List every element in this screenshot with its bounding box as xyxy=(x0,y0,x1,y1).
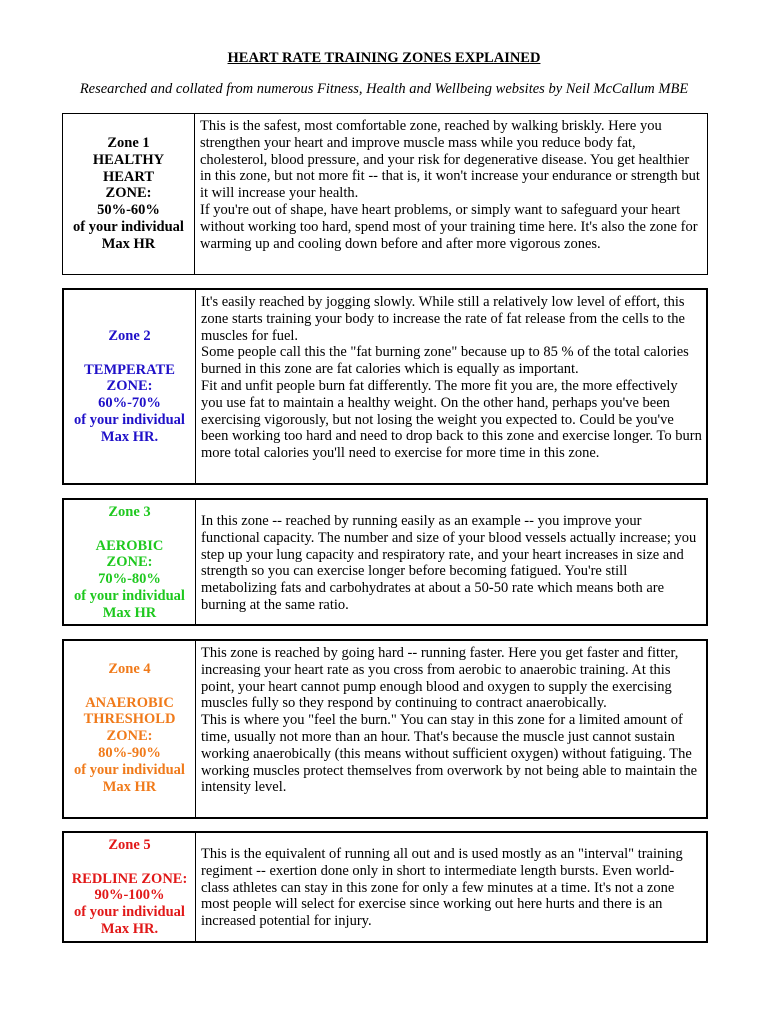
zone-2-label-line: TEMPERATE xyxy=(84,361,175,378)
zone-5-label-line: 90%-100% xyxy=(94,887,165,904)
zone-3-paragraph: In this zone -- reached by running easily as an example -- you improve your functional capacity. The number and size of your blood vessels actually increase; you step up your lung capacity and respiratory rate, and your heart increases in size and strength so you can exercise longer before becoming fatigued. You're still metabolizing fats and carbohydrates at about a 50-50 rate which means both are burning at the same ratio. xyxy=(201,513,697,613)
zone-5-label-spacer xyxy=(64,854,195,871)
zone-5-label-line: of your individual xyxy=(74,904,185,921)
zone-3-box xyxy=(62,498,708,626)
zone-1-label-line: ZONE: xyxy=(105,185,152,202)
zone-2-label-line: ZONE: xyxy=(106,378,153,395)
zone-5-box xyxy=(62,831,708,943)
zone-1-box xyxy=(62,113,708,275)
zone-5-label-line: Zone 5 xyxy=(108,837,151,853)
zone-3-label-line: ZONE: xyxy=(106,554,153,571)
zone-5-description xyxy=(196,833,706,941)
zone-1-description xyxy=(195,114,707,274)
zone-2-paragraph: It's easily reached by jogging slowly. While still a relatively low level of effort, this zone starts training your body to increase the rate of fat release from the cells to the muscles for fuel. xyxy=(201,294,685,344)
zone-4-label-line: 80%-90% xyxy=(98,744,161,761)
zone-2-label-line: Max HR. xyxy=(100,428,159,445)
zone-2-label-line: 60%-70% xyxy=(98,395,161,412)
zone-4-label-line: ZONE: xyxy=(106,728,153,745)
zone-1-label-line: Max HR xyxy=(101,235,156,252)
zone-2-paragraph: Fit and unfit people burn fat differently. The more fit you are, the more effectively you use fat to maintain a healthy weight. On the other hand, perhaps you've been exercising vigorously, but not losing the weight you expected to. Could be you've been working too hard and need to drop back to this zone and exercise longer. To burn more total calories you'll need to exercise for more time in this zone. xyxy=(201,377,702,462)
zone-1-paragraph: If you're out of shape, have heart problems, or simply want to safeguard your heart without working too hard, spend most of your training time here. It's also the zone for warming up and cooling down before and after more vigorous zones. xyxy=(200,201,698,252)
zone-3-label-line: 70%-80% xyxy=(98,571,161,588)
zone-1-label-line: HEART xyxy=(102,168,155,185)
zone-4-paragraph: This is where you "feel the burn." You can stay in this zone for a limited amount of time, usually not more than an hour. That's because the muscle just cannot sustain working anaerobically (this means without sufficient oxygen) without fatiguing. The working muscles protect themselves from overwork by not being able to maintain the intensity level. xyxy=(201,712,698,796)
zone-3-label xyxy=(64,500,196,624)
zone-2-label xyxy=(64,290,196,483)
zone-3-label-line: Zone 3 xyxy=(108,504,151,520)
zone-4-description xyxy=(196,641,706,817)
zone-3-label-line: Max HR xyxy=(102,604,157,621)
zone-4-label-line: of your individual xyxy=(74,761,185,778)
zone-4-box xyxy=(62,639,708,819)
page-subtitle: Researched and collated from numerous Fitness, Health and Wellbeing websites by Neil McCallum MBE xyxy=(79,81,689,97)
zone-4-label-spacer xyxy=(64,678,195,695)
zone-2-description xyxy=(196,290,706,483)
zone-2-box xyxy=(62,288,708,485)
zone-2-label-line: of your individual xyxy=(74,411,185,428)
zone-5-label-line: REDLINE ZONE: xyxy=(71,870,188,887)
zone-5-label-line: Max HR. xyxy=(100,920,159,937)
zone-5-label xyxy=(64,833,196,941)
zone-4-label-line: Max HR xyxy=(102,778,157,795)
zone-1-label-line: HEALTHY xyxy=(92,151,165,168)
zone-2-paragraph: Some people call this the "fat burning zone" because up to 85 % of the total calories burned in this zone are fat calories which is equally as important. xyxy=(201,344,689,378)
zone-1-label-line: 50%-60% xyxy=(97,202,160,219)
zone-4-label-line: Zone 4 xyxy=(108,661,151,677)
page-title: HEART RATE TRAINING ZONES EXPLAINED xyxy=(227,50,541,66)
zone-1-label xyxy=(63,114,195,274)
zone-3-label-line: of your individual xyxy=(74,587,185,604)
zone-5-paragraph: This is the equivalent of running all out and is used mostly as an "interval" training regiment -- exertion done only in short to intermediate length bursts. Even world-class athletes can stay in this zone for only a few minutes at a time. It's not a zone most people will select for exercise since working out here hurts and there is an increased potential for injury. xyxy=(201,846,683,930)
zone-2-label-line: Zone 2 xyxy=(108,328,151,344)
zone-1-paragraph: This is the safest, most comfortable zone, reached by walking briskly. Here you strengthen your heart and improve muscle mass while you reduce body fat, cholesterol, blood pressure, and your risk for degenerative disease. You get healthier in this zone, but not more fit -- that is, it won't increase your endurance or strength but it will increase your health. xyxy=(200,118,700,202)
zone-4-label xyxy=(64,641,196,817)
zone-4-label-line: ANAEROBIC xyxy=(85,694,174,711)
zone-1-label-line: of your individual xyxy=(73,218,184,235)
zone-3-label-spacer xyxy=(64,521,195,538)
zone-3-description xyxy=(196,500,706,624)
zone-4-paragraph: This zone is reached by going hard -- running faster. Here you get faster and fitter, increasing your heart rate as you cross from aerobic to anaerobic training. At this point, your heart cannot pump enough blood and oxygen to supply the exercising muscles fully so they respond by continuing to contract anaerobically. xyxy=(201,645,679,712)
zone-3-label-line: AEROBIC xyxy=(95,537,164,554)
zone-1-label-line: Zone 1 xyxy=(107,135,150,151)
zone-4-label-line: THRESHOLD xyxy=(83,711,176,728)
zone-2-label-spacer xyxy=(64,345,195,362)
